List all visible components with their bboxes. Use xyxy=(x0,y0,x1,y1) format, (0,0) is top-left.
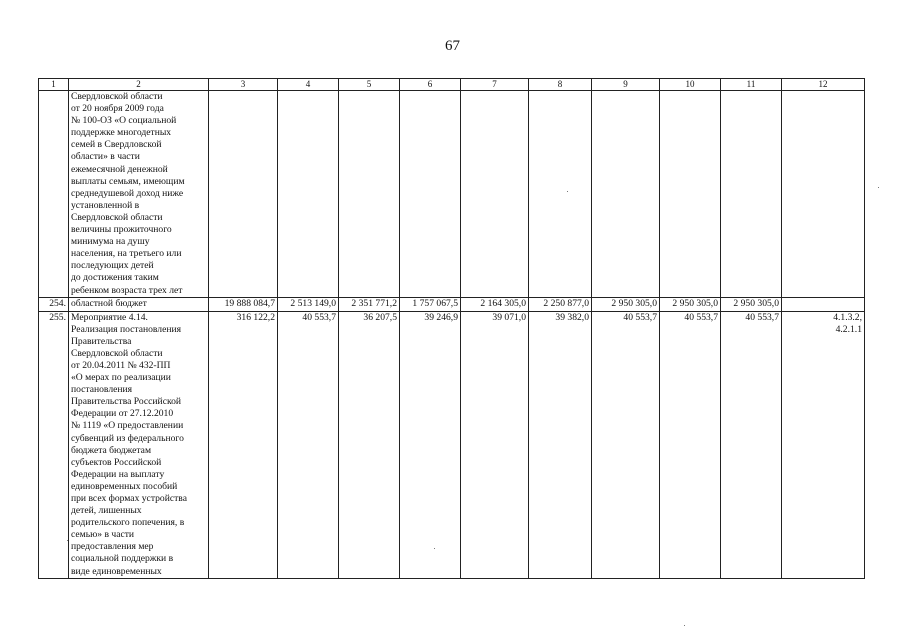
value-cell: 2 950 305,0 xyxy=(660,297,721,311)
row-description: Свердловской области от 20 ноября 2009 года № 100-ОЗ «О социальной поддержке многодетных семей в Свердловской области» в части ежемесячной денежной выплаты семьям, имеющим среднедушевой доход ниже установленной в Свердловской области величины прожиточного минимума на душу населения, на третьего или последующих детей до достижения таким ребенком возраста трех лет xyxy=(69,91,209,298)
header-cell: 6 xyxy=(400,79,461,91)
value-cell: 316 122,2 xyxy=(209,311,278,578)
table-row xyxy=(39,311,865,578)
value-cell xyxy=(400,91,461,298)
value-cell: 2 950 305,0 xyxy=(592,297,660,311)
header-cell: 11 xyxy=(721,79,782,91)
header-cell: 2 xyxy=(69,79,209,91)
column-number-header-row xyxy=(39,79,865,91)
header-cell: 8 xyxy=(529,79,592,91)
scan-speck xyxy=(684,625,685,626)
value-cell xyxy=(529,91,592,298)
row-description: областной бюджет xyxy=(69,297,209,311)
value-cell xyxy=(278,91,339,298)
goals-cell: 4.1.3.2, 4.2.1.1 xyxy=(782,311,865,578)
value-cell: 2 164 305,0 xyxy=(461,297,529,311)
value-cell: 40 553,7 xyxy=(721,311,782,578)
header-cell: 3 xyxy=(209,79,278,91)
row-number: 254. xyxy=(39,297,69,311)
value-cell: 39 071,0 xyxy=(461,311,529,578)
header-cell: 7 xyxy=(461,79,529,91)
table-row xyxy=(39,297,865,311)
budget-table xyxy=(38,78,865,579)
value-cell xyxy=(721,91,782,298)
row-description: Мероприятие 4.14. Реализация постановления Правительства Свердловской области от 20.04.2011 № 432-ПП «О мерах по реализации постановления Правительства Российской Федерации от 27.12.2010 № 1119 «О предоставлении субвенций из федерального бюджета бюджетам субъектов Российской Федерации на выплату единовременных пособий при всех формах устройства детей, лишенных родительского попечения, в семью» в части предоставления мер социальной поддержки в виде единовременных xyxy=(69,311,209,578)
scan-speck xyxy=(434,548,435,549)
value-cell: 2 250 877,0 xyxy=(529,297,592,311)
header-cell: 5 xyxy=(339,79,400,91)
header-cell: 10 xyxy=(660,79,721,91)
value-cell xyxy=(461,91,529,298)
row-number: 255. xyxy=(39,311,69,578)
value-cell: 2 950 305,0 xyxy=(721,297,782,311)
value-cell: 39 246,9 xyxy=(400,311,461,578)
header-cell: 4 xyxy=(278,79,339,91)
header-cell: 12 xyxy=(782,79,865,91)
value-cell: 19 888 084,7 xyxy=(209,297,278,311)
value-cell: 40 553,7 xyxy=(278,311,339,578)
scan-speck xyxy=(67,540,68,541)
value-cell: 2 351 771,2 xyxy=(339,297,400,311)
table-row xyxy=(39,91,865,298)
value-cell: 40 553,7 xyxy=(592,311,660,578)
value-cell xyxy=(592,91,660,298)
value-cell: 39 382,0 xyxy=(529,311,592,578)
value-cell xyxy=(339,91,400,298)
value-cell: 36 207,5 xyxy=(339,311,400,578)
value-cell xyxy=(660,91,721,298)
header-cell: 9 xyxy=(592,79,660,91)
value-cell: 1 757 067,5 xyxy=(400,297,461,311)
header-cell: 1 xyxy=(39,79,69,91)
value-cell: 2 513 149,0 xyxy=(278,297,339,311)
scan-speck xyxy=(878,187,879,188)
page-number: 67 xyxy=(445,38,460,54)
value-cell xyxy=(209,91,278,298)
row-number xyxy=(39,91,69,298)
scan-speck xyxy=(567,191,568,192)
value-cell: 40 553,7 xyxy=(660,311,721,578)
goals-cell xyxy=(782,91,865,298)
goals-cell xyxy=(782,297,865,311)
